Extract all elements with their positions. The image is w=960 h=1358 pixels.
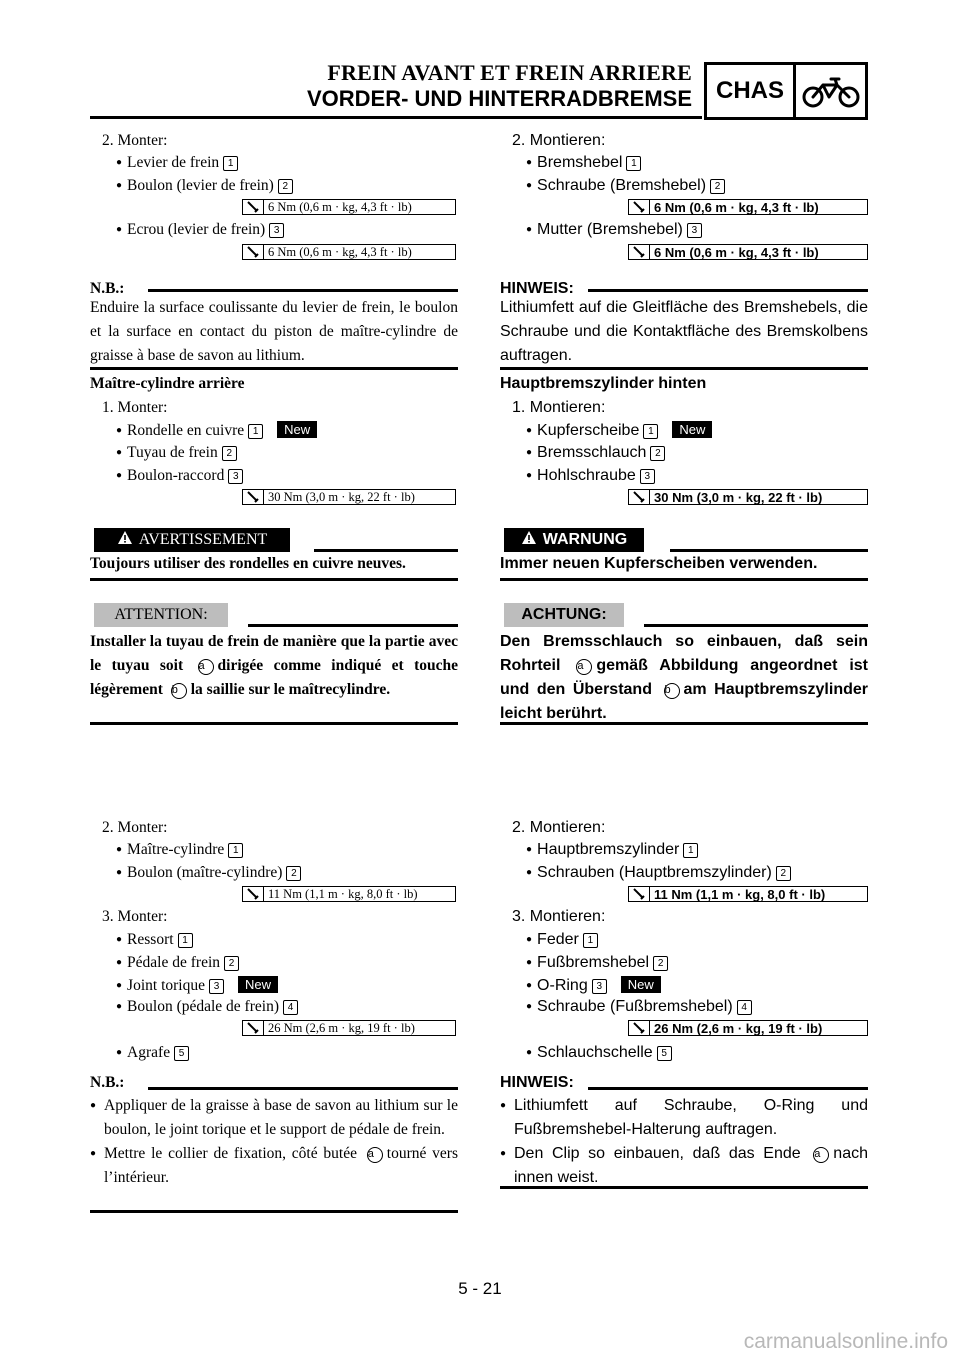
step-install: 3. Monter: (102, 908, 168, 925)
caution-text: Installer la tuyau de frein de manière que la partie avec le tuyau soit a dirigée comme indiqué et touche légèrement b la saillie sur le maîtrecylindre. (90, 633, 459, 698)
torque-spec: 26 Nm (2,6 m · kg, 19 ft · lb) (242, 1020, 456, 1036)
list-item: ● Boulon-raccord 3 (116, 467, 243, 485)
step-install: 2. Monter: (102, 819, 168, 836)
warning-icon (521, 530, 537, 550)
torque-spec: 26 Nm (2,6 m · kg, 19 ft · lb) (628, 1020, 868, 1036)
warning-text: Immer neuen Kupferscheiben verwenden. (500, 555, 818, 572)
torque-spec: 11 Nm (1,1 m · kg, 8,0 ft · lb) (628, 886, 868, 902)
note-list (90, 1094, 458, 1190)
step-install: 1. Monter: (102, 399, 168, 416)
caution-label-box: ATTENTION: (94, 603, 228, 627)
list-item: ● Schraube (Fußbremshebel) 4 (526, 998, 752, 1016)
list-item: ● Boulon (pédale de frein) 4 (116, 998, 298, 1016)
wrench-icon (629, 245, 650, 259)
divider (248, 624, 458, 627)
wrench-icon (629, 887, 650, 901)
list-item: ● Lithiumfett auf Schraube, O-Ring und Fußbremshebel-Halterung auftragen. (500, 1094, 868, 1142)
list-item: ● Ecrou (levier de frein) 3 (116, 221, 284, 239)
section-title: Hauptbremszylinder hinten (500, 375, 707, 392)
caution-text: Den Bremsschlauch so einbauen, daß sein Rohrteil a gemäß Abbildung angeordnet ist und den Überstand b am Hauptbremszylinder leicht berührt. (500, 633, 868, 722)
note-heading: N.B.: (90, 280, 125, 297)
wrench-icon (243, 490, 264, 504)
divider (588, 289, 868, 292)
list-item: ● Schlauchschelle 5 (526, 1044, 672, 1062)
divider (314, 549, 458, 552)
list-item: ● O-Ring 3 New (526, 976, 661, 995)
wrench-icon (243, 245, 264, 259)
warning-icon (117, 530, 133, 550)
torque-spec: 30 Nm (3,0 m · kg, 22 ft · lb) (628, 489, 868, 505)
wrench-icon (243, 200, 264, 214)
torque-spec: 6 Nm (0,6 m · kg, 4,3 ft · lb) (242, 244, 456, 260)
torque-spec: 11 Nm (1,1 m · kg, 8,0 ft · lb) (242, 886, 456, 902)
torque-spec: 30 Nm (3,0 m · kg, 22 ft · lb) (242, 489, 456, 505)
divider (90, 1210, 458, 1213)
new-badge: New (621, 976, 661, 993)
list-item: ● Mettre le collier de fixation, côté butée a tourné vers l’intérieur. (90, 1142, 458, 1190)
warning-label-box: AVERTISSEMENT (94, 528, 290, 552)
column-de (500, 0, 868, 1358)
caution-label-box: ACHTUNG: (504, 603, 624, 627)
new-badge: New (672, 421, 712, 438)
list-item: ● Appliquer de la graisse à base de savon au lithium sur le boulon, le joint torique et le support de pédale de frein. (90, 1094, 458, 1142)
divider (90, 578, 458, 581)
new-badge: New (277, 421, 317, 438)
wrench-icon (243, 887, 264, 901)
list-item: ● Hohlschraube 3 (526, 467, 655, 485)
divider (588, 1087, 868, 1090)
new-badge: New (238, 976, 278, 993)
list-item: ● Bremshebel 1 (526, 154, 641, 172)
list-item: ● Bremsschlauch 2 (526, 444, 665, 462)
divider (148, 289, 458, 292)
warning-text: Toujours utiliser des rondelles en cuivre neuves. (90, 555, 406, 572)
list-item: ● Feder 1 (526, 931, 598, 949)
wrench-icon (243, 1021, 264, 1035)
column-fr (90, 0, 458, 1358)
torque-spec: 6 Nm (0,6 m · kg, 4,3 ft · lb) (242, 199, 456, 215)
note-heading: N.B.: (90, 1074, 125, 1091)
divider (500, 578, 868, 581)
list-item: ● Schraube (Bremshebel) 2 (526, 177, 725, 195)
note-text: Lithiumfett auf die Gleitfläche des Bremshebels, die Schraube und die Kontaktfläche des Bremskolbens auftragen. (500, 299, 868, 364)
list-item: ● Den Clip so einbauen, daß das Ende a nach innen weist. (500, 1142, 868, 1190)
note-heading: HINWEIS: (500, 280, 574, 297)
watermark: carmanualsonline.info (743, 1330, 948, 1353)
list-item: ● Rondelle en cuivre 1 New (116, 421, 317, 440)
list-item: ● Mutter (Bremshebel) 3 (526, 221, 702, 239)
list-item: ● Boulon (maître-cylindre) 2 (116, 864, 301, 882)
list-item: ● Hauptbremszylinder 1 (526, 841, 698, 859)
header-title-fr: FREIN AVANT ET FREIN ARRIERE (327, 60, 692, 85)
list-item: ● Levier de frein 1 (116, 154, 238, 172)
list-item: ● Pédale de frein 2 (116, 954, 239, 972)
divider (500, 367, 868, 370)
page-number: 5 - 21 (458, 1279, 502, 1298)
wrench-icon (629, 200, 650, 214)
step-install: 1. Montieren: (512, 399, 606, 416)
divider (148, 1087, 458, 1090)
divider (500, 722, 868, 725)
step-install: 3. Montieren: (512, 908, 606, 925)
step-install: 2. Monter: (102, 132, 168, 149)
list-item: ● Boulon (levier de frein) 2 (116, 177, 293, 195)
list-item: ● Maître-cylindre 1 (116, 841, 243, 859)
divider (670, 549, 868, 552)
wrench-icon (629, 490, 650, 504)
divider (500, 1186, 868, 1189)
list-item: ● Tuyau de frein 2 (116, 444, 237, 462)
torque-spec: 6 Nm (0,6 m · kg, 4,3 ft · lb) (628, 199, 868, 215)
list-item: ● Agrafe 5 (116, 1044, 189, 1062)
list-item: ● Schrauben (Hauptbremszylinder) 2 (526, 864, 791, 882)
divider (90, 722, 458, 725)
divider (90, 367, 458, 370)
step-install: 2. Montieren: (512, 132, 606, 149)
list-item: ● Ressort 1 (116, 931, 193, 949)
divider (644, 624, 868, 627)
note-heading: HINWEIS: (500, 1074, 574, 1091)
section-title: Maître-cylindre arrière (90, 375, 245, 392)
section-label: CHAS (707, 65, 796, 117)
wrench-icon (629, 1021, 650, 1035)
warning-label-box: WARNUNG (504, 528, 644, 552)
torque-spec: 6 Nm (0,6 m · kg, 4,3 ft · lb) (628, 244, 868, 260)
note-list (500, 1094, 868, 1190)
step-install: 2. Montieren: (512, 819, 606, 836)
header-title-de: VORDER- UND HINTERRADBREMSE (306, 86, 692, 111)
list-item: ● Joint torique 3 New (116, 976, 278, 995)
list-item: ● Fußbremshebel 2 (526, 954, 668, 972)
list-item: ● Kupferscheibe 1 New (526, 421, 712, 440)
note-text: Enduire la surface coulissante du levier de frein, le boulon et la surface en contact du piston de maître-cylindre de graisse à base de savon au lithium. (90, 299, 458, 364)
